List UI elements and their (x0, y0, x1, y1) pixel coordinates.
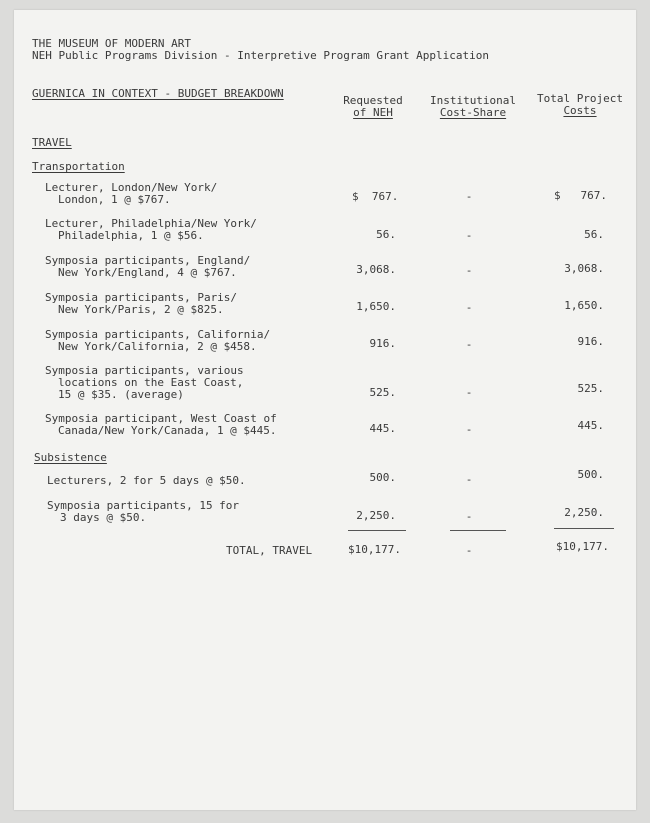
row-desc-line1: Symposia participants, 15 for (47, 499, 240, 512)
row-cost-share: - (465, 473, 473, 486)
row-desc-line2: locations on the East Coast, (58, 376, 244, 389)
total-label: TOTAL, TRAVEL (226, 544, 313, 557)
row-total: 525. (577, 382, 604, 395)
row-desc-line2: New York/Paris, 2 @ $825. (58, 303, 224, 316)
row-cost-share: - (465, 301, 473, 314)
row-total: 56. (584, 228, 604, 241)
row-total: 445. (577, 419, 604, 432)
row-cost-share: - (465, 510, 473, 523)
row-total: $ 767. (554, 189, 607, 202)
col-cost-share-line1: Institutional (429, 94, 517, 107)
row-desc-line2: Canada/New York/Canada, 1 @ $445. (58, 424, 277, 437)
row-requested: 916. (369, 337, 396, 350)
row-requested: 1,650. (356, 300, 396, 313)
row-cost-share: - (465, 386, 473, 399)
row-cost-share: - (465, 423, 473, 436)
subsistence-heading: Subsistence (34, 451, 107, 464)
row-desc-line1: Lecturer, London/New York/ (45, 181, 218, 194)
document-page (14, 10, 636, 810)
row-requested: 2,250. (356, 509, 396, 522)
row-desc-line2: New York/California, 2 @ $458. (58, 340, 257, 353)
total-requested: $10,177. (348, 543, 401, 556)
row-total: 500. (577, 468, 604, 481)
row-desc-line1: Symposia participants, Paris/ (45, 291, 238, 304)
row-total: 1,650. (564, 299, 604, 312)
col-requested-line2: of NEH (353, 106, 393, 119)
row-desc-line2: Philadelphia, 1 @ $56. (58, 229, 204, 242)
row-desc-line1: Symposia participants, various (45, 364, 244, 377)
col-requested-line1: Requested (343, 94, 403, 107)
row-requested: 525. (369, 386, 396, 399)
transportation-heading: Transportation (32, 160, 125, 173)
row-desc-line1: Lecturer, Philadelphia/New York/ (45, 217, 257, 230)
row-desc-line2: New York/England, 4 @ $767. (58, 266, 237, 279)
sum-rule-cost-share (450, 530, 506, 531)
row-cost-share: - (465, 190, 473, 203)
section-title: GUERNICA IN CONTEXT - BUDGET BREAKDOWN (32, 87, 284, 100)
row-total: 3,068. (564, 262, 604, 275)
col-total-line2: Costs (563, 104, 597, 117)
row-cost-share: - (465, 264, 473, 277)
row-requested: 3,068. (356, 263, 396, 276)
row-desc-line2: London, 1 @ $767. (58, 193, 171, 206)
category-heading: TRAVEL (32, 136, 72, 149)
institution-name: THE MUSEUM OF MODERN ART (32, 37, 191, 50)
row-desc-line2: 3 days @ $50. (60, 511, 147, 524)
row-desc-line1: Lecturers, 2 for 5 days @ $50. (47, 474, 246, 487)
row-total: 916. (577, 335, 604, 348)
program-line: NEH Public Programs Division - Interpretive Program Grant Application (32, 49, 489, 62)
col-cost-share-line2: Cost-Share (439, 106, 507, 119)
total-total: $10,177. (556, 540, 609, 553)
row-desc-line1: Symposia participants, England/ (45, 254, 251, 267)
row-requested: 445. (369, 422, 396, 435)
row-cost-share: - (465, 338, 473, 351)
row-total: 2,250. (564, 506, 604, 519)
col-total-line1: Total Project (536, 92, 624, 105)
row-requested: 56. (376, 228, 396, 241)
sum-rule-total (554, 528, 614, 529)
total-cost-share: - (465, 544, 473, 557)
row-requested: 500. (369, 471, 396, 484)
row-desc-line3: 15 @ $35. (average) (58, 388, 184, 401)
row-cost-share: - (465, 229, 473, 242)
row-desc-line1: Symposia participant, West Coast of (45, 412, 277, 425)
row-desc-line1: Symposia participants, California/ (45, 328, 271, 341)
sum-rule-requested (348, 530, 406, 531)
row-requested: $ 767. (352, 190, 399, 203)
